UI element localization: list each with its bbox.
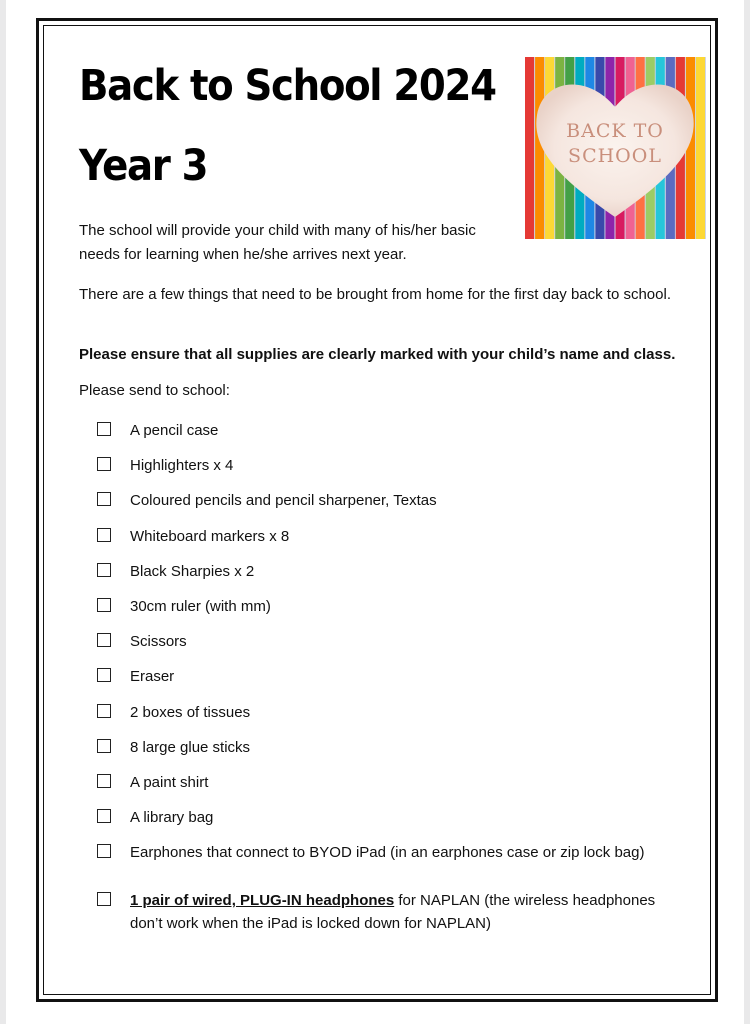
image-text-line2: SCHOOL — [568, 145, 662, 167]
checklist-item-label: A pencil case — [130, 422, 219, 439]
checklist-item-label: 2 boxes of tissues — [130, 703, 251, 721]
labeling-notice: Please ensure that all supplies are clearly marked with your child’s name and class. — [79, 346, 676, 363]
headphones-emphasis: 1 pair of wired, PLUG-IN headphones — [130, 892, 395, 909]
checkbox[interactable] — [97, 492, 111, 506]
checklist-item-label: A paint shirt — [130, 774, 209, 791]
headphones-detail: for NAPLAN (the wireless headphones don’t work when the iPad is locked down for NAPLAN) — [130, 892, 656, 932]
checkbox[interactable] — [97, 528, 111, 542]
checklist-item-label: Eraser — [130, 668, 175, 686]
checklist-item-label: 8 large glue sticks — [130, 738, 251, 756]
checkbox[interactable] — [97, 668, 111, 682]
intro-paragraph-2: There are a few things that need to be brought from home for the first day back to school. — [79, 286, 671, 303]
checkbox[interactable] — [97, 563, 111, 577]
checklist-item-label — [130, 889, 690, 935]
checklist-item-label: 30cm ruler (with mm) — [130, 598, 271, 615]
checkbox[interactable] — [97, 598, 111, 612]
image-text-line1: BACK TO — [566, 120, 664, 142]
list-intro: Please send to school: — [79, 382, 230, 399]
page-border — [36, 18, 718, 1002]
back-to-school-pencils-image — [525, 57, 706, 239]
checkbox[interactable] — [97, 422, 111, 436]
checkbox[interactable] — [97, 457, 111, 471]
checkbox[interactable] — [97, 704, 111, 718]
checklist-item-label: Coloured pencils and pencil sharpener, Textas — [130, 492, 437, 510]
document-page — [6, 0, 744, 1024]
page-title: Back to School 2024 — [79, 61, 496, 111]
checklist-item-label: Scissors — [130, 633, 187, 651]
checklist-item-label: Earphones that connect to BYOD iPad (in an earphones case or zip lock bag) — [130, 844, 645, 862]
checklist-item-label: A library bag — [130, 809, 214, 827]
intro-paragraph-1: The school will provide your child with many of his/her basic needs for learning when he/she arrives next year. — [79, 222, 476, 263]
checkbox[interactable] — [97, 774, 111, 788]
checkbox[interactable] — [97, 809, 111, 823]
checklist-item-label: Highlighters x 4 — [130, 457, 234, 475]
checkbox[interactable] — [97, 633, 111, 647]
checkbox[interactable] — [97, 892, 111, 906]
checklist-item-label: Whiteboard markers x 8 — [130, 527, 290, 545]
checklist-item-label: Black Sharpies x 2 — [130, 562, 255, 580]
checkbox[interactable] — [97, 739, 111, 753]
year-heading: Year 3 — [79, 141, 208, 191]
checkbox[interactable] — [97, 844, 111, 858]
